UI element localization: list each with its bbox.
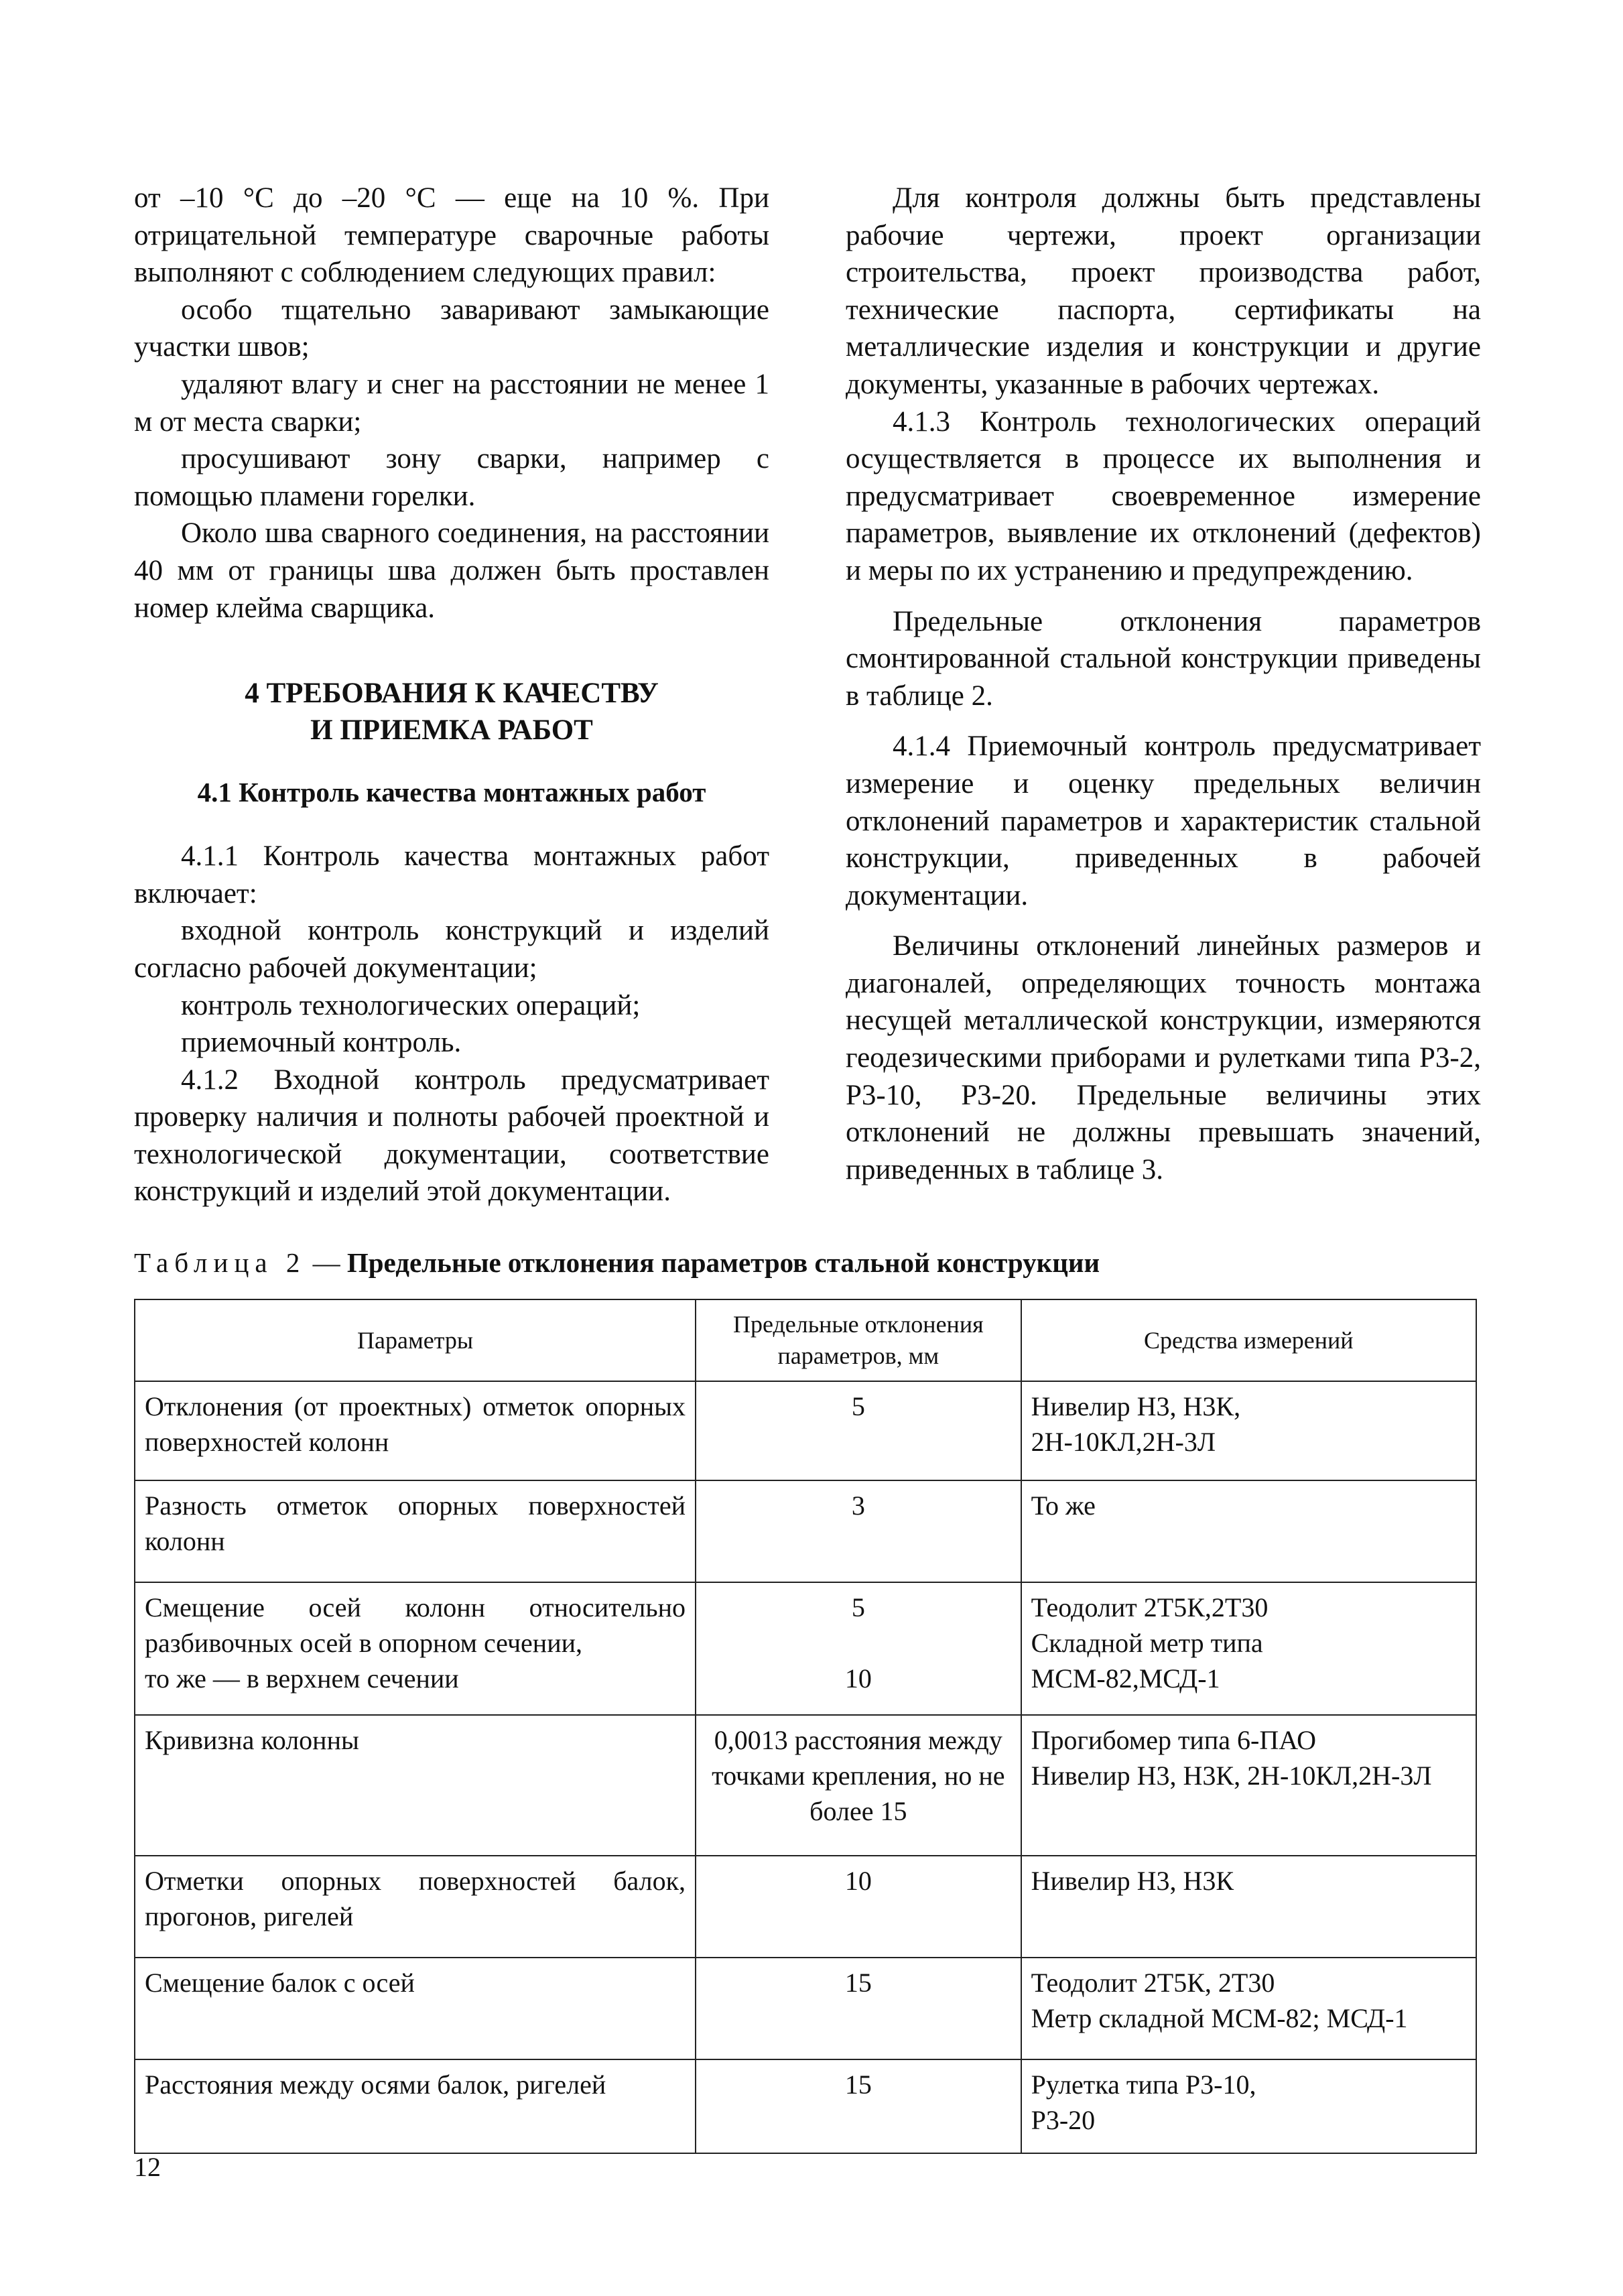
paragraph-rule-moisture: удаляют влагу и снег на расстоянии не менее 1 м от места сварки; bbox=[134, 368, 769, 438]
cell-param: Кривизна колонны bbox=[135, 1715, 696, 1856]
table-row bbox=[135, 2059, 1476, 2153]
table-row bbox=[135, 1958, 1476, 2059]
tools-line: Складной метр типа bbox=[1031, 1628, 1263, 1658]
paragraph-4-1-4: 4.1.4 Приемочный контроль предусматривает измерение и оценку предельных величин отклонений параметров и характеристик стальной конструкции, приведенных в рабочей документации. bbox=[846, 730, 1481, 911]
tools-line: Прогибомер типа 6-ПАО bbox=[1031, 1725, 1316, 1755]
section-heading-line1: 4 ТРЕБОВАНИЯ К КАЧЕСТВУ bbox=[245, 678, 659, 710]
tools-line: МСМ-82,МСД-1 bbox=[1031, 1663, 1220, 1694]
table-caption-title: Предельные отклонения параметров стальной конструкции bbox=[346, 1247, 1100, 1278]
param-line: то же — в верхнем сечении bbox=[145, 1663, 459, 1694]
tools-line: Нивелир Н3, Н3К, bbox=[1031, 1391, 1241, 1421]
cell-deviation: 10 bbox=[696, 1856, 1021, 1958]
header-deviation bbox=[696, 1299, 1021, 1381]
header-deviation-line2: параметров, мм bbox=[777, 1342, 939, 1369]
table-row bbox=[135, 1480, 1476, 1582]
paragraph-process-control: контроль технологических операций; bbox=[181, 989, 641, 1021]
cell-param bbox=[135, 1582, 696, 1715]
deviation-value: 10 bbox=[844, 1663, 872, 1694]
cell-tools bbox=[1021, 1381, 1476, 1480]
paragraph-rule-seams: особо тщательно заваривают замыкающие участки швов; bbox=[134, 294, 769, 363]
tools-line: Нивелир Н3, Н3К bbox=[1031, 1866, 1234, 1896]
paragraph-table2-ref: Предельные отклонения параметров смонтированной стальной конструкции приведены в таблице 2. bbox=[846, 605, 1481, 712]
cell-tools bbox=[1021, 2059, 1476, 2153]
subsection-heading: 4.1 Контроль качества монтажных работ bbox=[197, 777, 706, 808]
table-row bbox=[135, 1381, 1476, 1480]
page-number: 12 bbox=[134, 2152, 161, 2182]
tools-line: Р3-20 bbox=[1031, 2105, 1096, 2135]
table-row bbox=[135, 1856, 1476, 1958]
header-deviation-line1: Предельные отклонения bbox=[732, 1311, 984, 1338]
cell-param: Расстояния между осями балок, ригелей bbox=[135, 2059, 696, 2153]
table-row bbox=[135, 1715, 1476, 1856]
cell-param: Отметки опорных поверхностей балок, прогонов, ригелей bbox=[135, 1856, 696, 1958]
cell-deviation bbox=[696, 1582, 1021, 1715]
tools-line: Метр складной МСМ-82; МСД-1 bbox=[1031, 2003, 1408, 2033]
table-row bbox=[135, 1582, 1476, 1715]
paragraph-rule-drying: просушивают зону сварки, например с помощью пламени горелки. bbox=[134, 443, 769, 512]
right-column bbox=[846, 180, 1481, 1188]
cell-param: Отклонения (от проектных) отметок опорных поверхностей колонн bbox=[135, 1381, 696, 1480]
tools-line: Теодолит 2Т5К, 2Т30 bbox=[1031, 1968, 1275, 1998]
cell-tools bbox=[1021, 1856, 1476, 1958]
cell-deviation: 0,0013 расстояния между точками крепления, но не более 15 bbox=[696, 1715, 1021, 1856]
cell-tools bbox=[1021, 1480, 1476, 1582]
section-heading bbox=[134, 675, 769, 749]
paragraph-acceptance-control: приемочный контроль. bbox=[181, 1027, 462, 1059]
paragraph-4-1-3: 4.1.3 Контроль технологических операций осуществляется в процессе их выполнения и предусматривает своевременное измерение параметров, выявление их отклонений (дефектов) и меры по их устранению и предупреждению. bbox=[846, 405, 1481, 586]
cell-deviation: 15 bbox=[696, 2059, 1021, 2153]
cell-tools bbox=[1021, 1582, 1476, 1715]
tools-line: Теодолит 2Т5К,2Т30 bbox=[1031, 1592, 1269, 1622]
cell-deviation: 5 bbox=[696, 1381, 1021, 1480]
section-heading-line2: И ПРИЕМКА РАБОТ bbox=[310, 714, 593, 747]
paragraph-input-control: входной контроль конструкций и изделий согласно рабочей документации; bbox=[134, 915, 769, 984]
tools-line: 2Н-10КЛ,2Н-3Л bbox=[1031, 1427, 1216, 1457]
param-line: Смещение осей колонн относительно разбивочных осей в опорном сечении, bbox=[145, 1592, 686, 1658]
paragraph-temperature: от –10 °С до –20 °С — еще на 10 %. При отрицательной температуре сварочные работы выполняют с соблюдением следующих правил: bbox=[134, 182, 769, 289]
deviations-table bbox=[134, 1299, 1477, 2154]
cell-deviation: 3 bbox=[696, 1480, 1021, 1582]
paragraph-welder-stamp: Около шва сварного соединения, на расстоянии 40 мм от границы шва должен быть проставлен номер клейма сварщика. bbox=[134, 517, 769, 624]
tools-line: Нивелир Н3, Н3К, 2Н-10КЛ,2Н-3Л bbox=[1031, 1761, 1432, 1791]
paragraph-documents: Для контроля должны быть представлены рабочие чертежи, проект организации строительства, проект производства работ, технические паспорта, сертификаты на металлические изделия и конструкции и другие документы, указанные в рабочих чертежах. bbox=[846, 182, 1481, 400]
left-column bbox=[134, 180, 769, 1210]
table-header-row bbox=[135, 1299, 1476, 1381]
header-tools: Средства измерений bbox=[1021, 1299, 1476, 1381]
paragraph-linear-dimensions: Величины отклонений линейных размеров и диагоналей, определяющих точность монтажа несущей металлической конструкции, измеряются геодезическими приборами и рулетками типа Р3-2, Р3-10, Р3-20. Предельные величины этих отклонений не должны превышать значений, приведенных в таблице 3. bbox=[846, 930, 1481, 1186]
cell-param: Смещение балок с осей bbox=[135, 1958, 696, 2059]
tools-line: Рулетка типа Р3-10, bbox=[1031, 2069, 1256, 2100]
header-params: Параметры bbox=[135, 1299, 696, 1381]
paragraph-4-1-1: 4.1.1 Контроль качества монтажных работ включает: bbox=[134, 840, 769, 909]
cell-param: Разность отметок опорных поверхностей колонн bbox=[135, 1480, 696, 1582]
cell-tools bbox=[1021, 1958, 1476, 2059]
cell-tools bbox=[1021, 1715, 1476, 1856]
cell-deviation: 15 bbox=[696, 1958, 1021, 2059]
table-caption bbox=[134, 1247, 1100, 1279]
paragraph-4-1-2: 4.1.2 Входной контроль предусматривает проверку наличия и полноты рабочей проектной и технологической документации, соответствие конструкций и изделий этой документации. bbox=[134, 1064, 769, 1208]
table-caption-label: Таблица 2 bbox=[134, 1247, 306, 1278]
table-caption-dash: — bbox=[306, 1247, 347, 1278]
tools-line: То же bbox=[1031, 1490, 1096, 1521]
deviation-value: 5 bbox=[851, 1592, 865, 1622]
